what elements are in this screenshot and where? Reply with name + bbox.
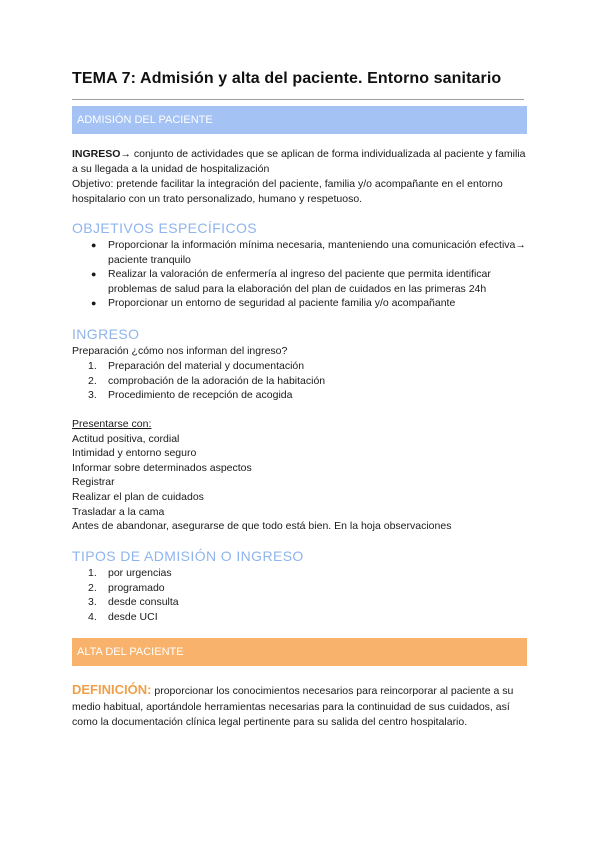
list-item xyxy=(72,595,532,610)
bullet-icon: ● xyxy=(91,269,97,280)
list-item-text: desde UCI xyxy=(108,610,158,623)
list-number: 2. xyxy=(88,374,97,387)
presentarse-line: Intimidad y entorno seguro xyxy=(72,447,197,460)
list-item xyxy=(72,296,532,311)
presentarse-line: Antes de abandonar, asegurarse de que todo está bien. En la hoja observaciones xyxy=(72,520,452,533)
heading-tipos: TIPOS DE ADMISIÓN O INGRESO xyxy=(72,548,304,564)
list-item-text: Procedimiento de recepción de acogida xyxy=(108,389,293,402)
presentarse-line: Actitud positiva, cordial xyxy=(72,432,180,445)
ingreso-label: INGRESO xyxy=(72,148,121,160)
presentarse-line: Realizar el plan de cuidados xyxy=(72,490,204,503)
bullet-icon: ● xyxy=(91,240,97,250)
presentarse-label: Presentarse con: xyxy=(72,418,152,430)
presentarse-block xyxy=(72,417,532,534)
objetivo-paragraph: Objetivo: pretende facilitar la integración del paciente, familia y/o acompañante en el entorno hospitalario con un trato personalizado, humano y respetuoso. xyxy=(72,178,503,205)
definition-text: proporcionar los conocimientos necesarios para reincorporar al paciente a su medio habitual, aportándole herramientas necesarias para la continuidad de sus cuidados, así como la documentación clínica legal pertinente para su salida del centro hospitalario. xyxy=(72,685,514,729)
list-number: 1. xyxy=(88,360,97,372)
title-divider xyxy=(72,99,524,100)
list-item xyxy=(72,374,532,389)
presentarse-line: Trasladar a la cama xyxy=(72,505,165,518)
heading-objetivos: OBJETIVOS ESPECÍFICOS xyxy=(72,220,257,236)
list-item-text: desde consulta xyxy=(108,596,179,609)
list-item-text: Preparación del material y documentación xyxy=(108,360,305,372)
list-item xyxy=(72,267,532,296)
objetivos-list xyxy=(72,238,532,311)
list-number: 2. xyxy=(88,581,97,594)
section-band-admision: ADMISIÓN DEL PACIENTE xyxy=(72,106,527,134)
list-item xyxy=(72,610,532,625)
ingreso-question: Preparación ¿cómo nos informan del ingreso? xyxy=(72,345,288,357)
tipos-list xyxy=(72,566,532,624)
list-item xyxy=(72,388,532,403)
section-band-alta: ALTA DEL PACIENTE xyxy=(72,638,527,666)
list-number: 1. xyxy=(88,567,97,579)
list-item xyxy=(72,566,532,581)
list-item-text: Proporcionar un entorno de seguridad al paciente familia y/o acompañante xyxy=(108,297,456,310)
bullet-icon: ● xyxy=(91,298,97,309)
list-number: 4. xyxy=(88,610,97,623)
ingreso-text: conjunto de actividades que se aplican de forma individualizada al paciente y familia a su llegada a la unidad de hospitalización xyxy=(72,148,526,175)
ingreso-steps-list xyxy=(72,359,532,403)
presentarse-line: Informar sobre determinados aspectos xyxy=(72,461,252,474)
heading-ingreso: INGRESO xyxy=(72,326,140,342)
list-item-text: comprobación de la adoración de la habitación xyxy=(108,374,326,387)
list-item xyxy=(72,359,532,374)
list-item-text: Realizar la valoración de enfermería al ingreso del paciente que permita identificar problemas de salud para la elaboración del plan de cuidados en las primeras 24h xyxy=(108,268,491,295)
definition-label: DEFINICIÓN: xyxy=(72,682,152,697)
alta-definition xyxy=(72,682,532,731)
list-item-text: programado xyxy=(108,581,165,594)
list-number: 3. xyxy=(88,389,97,402)
list-item-text: por urgencias xyxy=(108,567,172,579)
list-number: 3. xyxy=(88,596,97,609)
ingreso-definition xyxy=(72,147,532,176)
list-item xyxy=(72,581,532,596)
list-item xyxy=(72,238,532,267)
presentarse-line: Registrar xyxy=(72,476,115,489)
arrow-glyph: → xyxy=(120,148,131,160)
list-item-text: Proporcionar la información mínima necesaria, manteniendo una comunicación efectiva→ paciente tranquilo xyxy=(108,239,526,266)
page-title: TEMA 7: Admisión y alta del paciente. Entorno sanitario xyxy=(72,70,502,87)
